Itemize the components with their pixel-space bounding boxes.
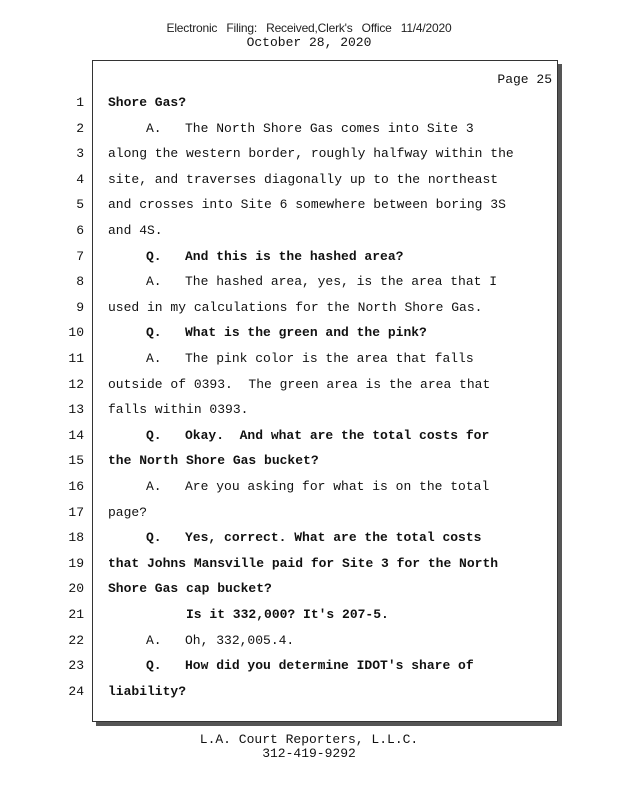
transcript-line: Q. How did you determine IDOT's share of xyxy=(146,658,474,673)
transcript-line: Is it 332,000? It's 207-5. xyxy=(186,607,389,622)
line-number: 11 xyxy=(68,351,84,366)
transcript-line: Q. Okay. And what are the total costs for xyxy=(146,428,490,443)
line-number: 17 xyxy=(68,505,84,520)
transcript-line: Q. And this is the hashed area? xyxy=(146,249,404,264)
transcript-line: A. Oh, 332,005.4. xyxy=(146,633,295,648)
transcript-line: and 4S. xyxy=(108,223,163,238)
line-number: 2 xyxy=(76,121,84,136)
page-number: Page 25 xyxy=(497,72,552,87)
line-number: 16 xyxy=(68,479,84,494)
line-number: 7 xyxy=(76,249,84,264)
transcript-line: Shore Gas cap bucket? xyxy=(108,581,272,596)
transcript-line: along the western border, roughly halfway within the xyxy=(108,146,514,161)
line-number: 19 xyxy=(68,556,84,571)
line-number: 6 xyxy=(76,223,84,238)
line-number: 20 xyxy=(68,581,84,596)
transcript-line: outside of 0393. The green area is the area that xyxy=(108,377,491,392)
line-number: 10 xyxy=(68,325,84,340)
transcript-line: liability? xyxy=(108,684,187,699)
hearing-date: October 28, 2020 xyxy=(246,35,372,50)
transcript-line: Shore Gas? xyxy=(108,95,187,110)
filing-stamp: Electronic Filing: Received,Clerk's Office 11/4/2020 xyxy=(166,21,452,35)
transcript-line: and crosses into Site 6 somewhere between boring 3S xyxy=(108,197,506,212)
line-number: 24 xyxy=(68,684,84,699)
line-number: 14 xyxy=(68,428,84,443)
line-number: 18 xyxy=(68,530,84,545)
line-number: 4 xyxy=(76,172,84,187)
transcript-line: Q. What is the green and the pink? xyxy=(146,325,427,340)
line-number: 23 xyxy=(68,658,84,673)
line-number: 9 xyxy=(76,300,84,315)
line-number: 3 xyxy=(76,146,84,161)
transcript-line: that Johns Mansville paid for Site 3 for the North xyxy=(108,556,499,571)
transcript-line: A. The hashed area, yes, is the area that I xyxy=(146,274,498,289)
transcript-line: Q. Yes, correct. What are the total costs xyxy=(146,530,482,545)
transcript-line: A. The pink color is the area that falls xyxy=(146,351,474,366)
reporter-phone: 312-419-9292 xyxy=(262,746,356,761)
line-number: 12 xyxy=(68,377,84,392)
transcript-line: site, and traverses diagonally up to the northeast xyxy=(108,172,499,187)
line-number: 5 xyxy=(76,197,84,212)
transcript-line: used in my calculations for the North Shore Gas. xyxy=(108,300,483,315)
line-number: 15 xyxy=(68,453,84,468)
transcript-line: A. Are you asking for what is on the total xyxy=(146,479,490,494)
line-number: 21 xyxy=(68,607,84,622)
transcript-line: the North Shore Gas bucket? xyxy=(108,453,319,468)
line-number: 1 xyxy=(76,95,84,110)
reporter-name: L.A. Court Reporters, L.L.C. xyxy=(199,732,419,747)
line-number: 22 xyxy=(68,633,84,648)
line-number: 13 xyxy=(68,402,84,417)
line-number: 8 xyxy=(76,274,84,289)
transcript-line: falls within 0393. xyxy=(108,402,249,417)
transcript-line: A. The North Shore Gas comes into Site 3 xyxy=(146,121,474,136)
transcript-line: page? xyxy=(108,505,148,520)
